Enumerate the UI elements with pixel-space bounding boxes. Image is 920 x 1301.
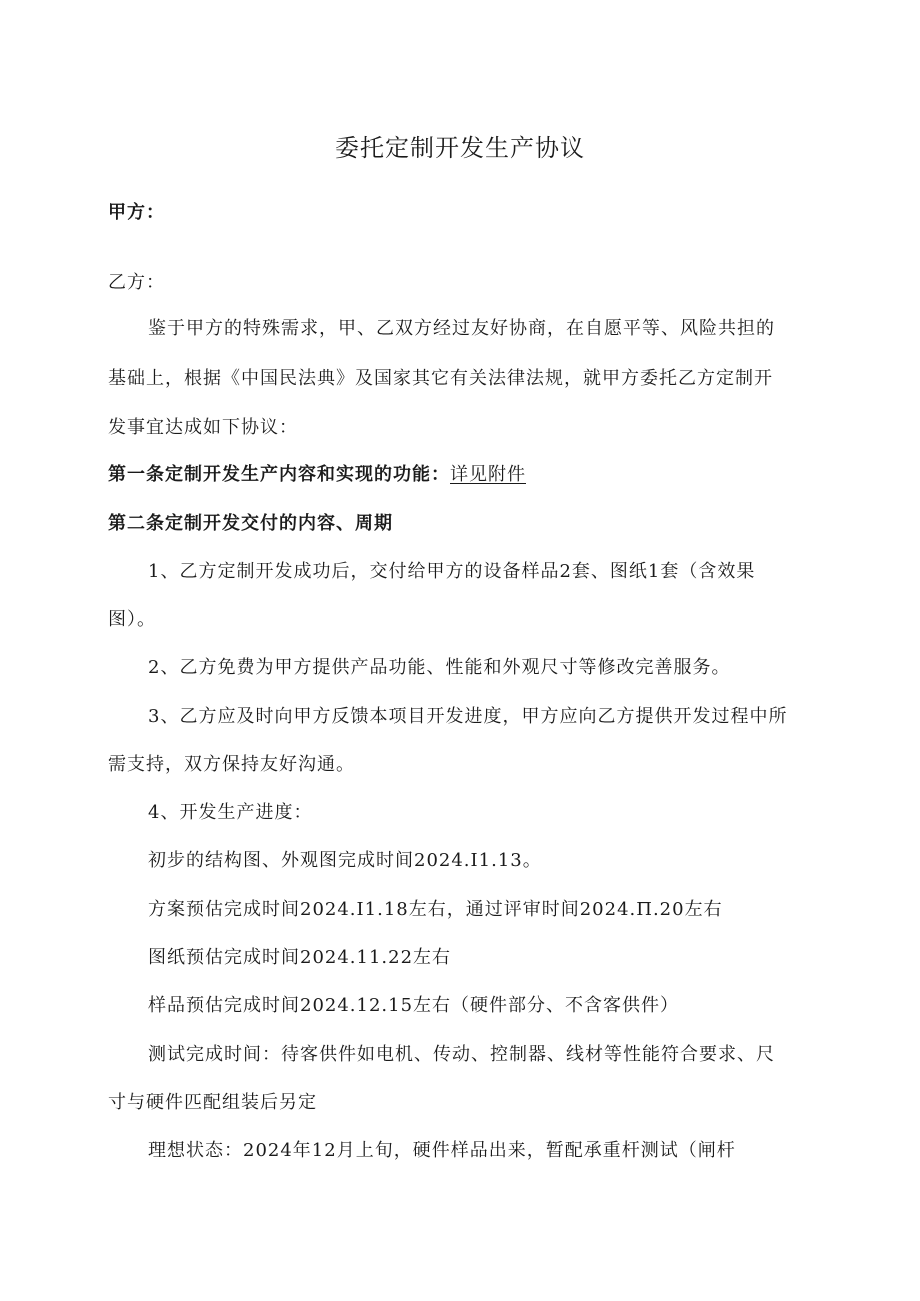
schedule-item: 样品预估完成时间2024.12.15左右（硬件部分、不含客供件） xyxy=(148,995,680,1016)
article-1-heading: 第一条定制开发生产内容和实现的功能： xyxy=(108,464,450,485)
party-a-label: 甲方： xyxy=(108,202,165,223)
party-b-label: 乙方： xyxy=(108,272,165,293)
schedule-item: 方案预估完成时间2024.I1.18左右，通过评审时间2024.Π.20左右 xyxy=(148,899,723,920)
document-title: 委托定制开发生产协议 xyxy=(335,134,585,162)
ideal-state: 理想状态：2024年12月上旬，硬件样品出来，暂配承重杆测试（闸杆 xyxy=(148,1140,736,1161)
item-1-line-1: 1、乙方定制开发成功后，交付给甲方的设备样品2套、图纸1套（含效果 xyxy=(148,561,756,582)
item-3-line-1: 3、乙方应及时向甲方反馈本项目开发进度，甲方应向乙方提供开发过程中所 xyxy=(148,706,788,727)
item-2: 2、乙方免费为甲方提供产品功能、性能和外观尺寸等修改完善服务。 xyxy=(148,657,731,678)
preamble-line-3: 发事宜达成如下协议： xyxy=(108,417,298,438)
test-line-2: 寸与硬件匹配组装后另定 xyxy=(108,1092,317,1113)
article-1-line xyxy=(108,462,526,488)
schedule-item: 初步的结构图、外观图完成时间2024.I1.13。 xyxy=(148,850,542,871)
schedule-item: 图纸预估完成时间2024.11.22左右 xyxy=(148,947,452,968)
preamble-line-1: 鉴于甲方的特殊需求，甲、乙双方经过友好协商，在自愿平等、风险共担的 xyxy=(148,318,775,339)
item-3-line-2: 需支持，双方保持友好沟通。 xyxy=(108,754,355,775)
preamble-line-2: 基础上，根据《中国民法典》及国家其它有关法律法规，就甲方委托乙方定制开 xyxy=(108,368,773,389)
attachment-link[interactable]: 详见附件 xyxy=(450,464,526,485)
article-2-heading: 第二条定制开发交付的内容、周期 xyxy=(108,513,393,534)
test-line-1: 测试完成时间：待客供件如电机、传动、控制器、线材等性能符合要求、尺 xyxy=(148,1044,775,1065)
item-1-line-2: 图）。 xyxy=(108,609,156,630)
item-4: 4、开发生产进度： xyxy=(148,802,313,823)
